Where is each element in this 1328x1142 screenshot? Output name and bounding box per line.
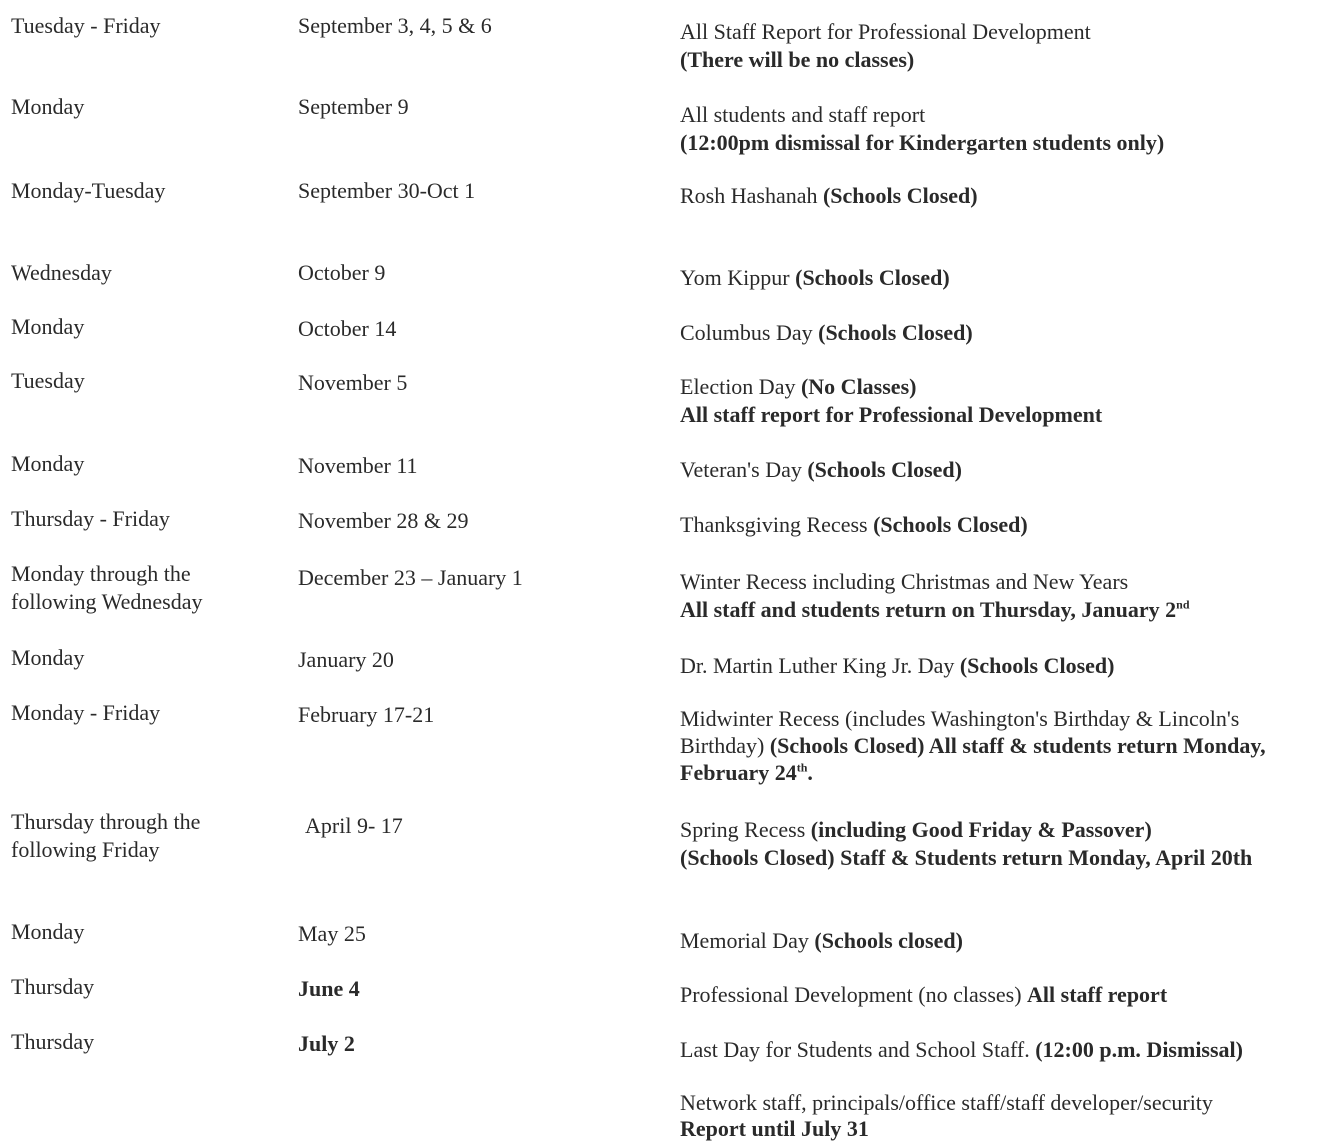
date-cell: September 3, 4, 5 & 6 — [298, 13, 492, 38]
event-status: (Schools Closed) — [818, 320, 973, 345]
event-text: Last Day for Students and School Staff. — [680, 1037, 1036, 1062]
event-cell — [680, 373, 1320, 429]
event-text: All students and staff report — [680, 102, 926, 127]
ordinal-suffix: th — [796, 760, 808, 775]
date-cell: November 5 — [298, 370, 408, 395]
date-cell: February 17-21 — [298, 702, 435, 727]
day-cell: Tuesday — [11, 368, 85, 393]
day-line: following Wednesday — [11, 589, 203, 614]
ordinal-suffix: nd — [1176, 597, 1190, 612]
event-text: Rosh Hashanah — [680, 183, 823, 208]
event-cell — [680, 705, 1320, 786]
date-cell: September 9 — [298, 94, 409, 119]
event-status: (Schools closed) — [814, 928, 963, 953]
event-text: Yom Kippur — [680, 265, 796, 290]
event-text: Network staff, principals/office staff/staff developer/security — [680, 1090, 1213, 1115]
event-cell — [680, 652, 1320, 680]
event-cell — [680, 1036, 1320, 1064]
event-status: (Schools Closed) — [795, 265, 950, 290]
date-cell: January 20 — [298, 647, 394, 672]
day-cell: Monday — [11, 94, 85, 119]
event-cell — [680, 511, 1320, 539]
date-cell: July 2 — [298, 1031, 355, 1056]
event-text: Memorial Day — [680, 928, 815, 953]
event-text: Columbus Day — [680, 320, 819, 345]
date-cell: October 9 — [298, 260, 386, 285]
event-status: (12:00 p.m. Dismissal) — [1035, 1037, 1243, 1062]
event-note: (There will be no classes) — [680, 47, 915, 72]
date-cell: September 30-Oct 1 — [298, 178, 476, 203]
event-note: (12:00pm dismissal for Kindergarten students only) — [680, 130, 1165, 155]
event-note: All staff and students return on Thursday, January 2 — [680, 597, 1177, 622]
day-cell: Thursday — [11, 974, 95, 999]
day-cell: Thursday - Friday — [11, 506, 170, 531]
event-cell — [680, 456, 1320, 484]
event-status: (No Classes) — [800, 374, 917, 399]
day-cell: Wednesday — [11, 260, 112, 285]
day-cell — [11, 560, 281, 616]
event-cell — [680, 927, 1320, 955]
event-note: (Schools Closed) Staff & Students return Monday, April 20th — [680, 845, 1253, 870]
event-text: Dr. Martin Luther King Jr. Day — [680, 653, 960, 678]
date-cell: June 4 — [298, 976, 360, 1001]
day-cell: Monday — [11, 451, 85, 476]
date-cell: May 25 — [298, 921, 366, 946]
day-cell: Tuesday - Friday — [11, 13, 161, 38]
event-note: (Schools Closed) All staff & students return Monday, February 24 — [680, 733, 1266, 785]
day-cell: Thursday — [11, 1029, 95, 1054]
event-status: (Schools Closed) — [959, 653, 1115, 678]
event-status: (Schools Closed) — [807, 457, 962, 482]
event-cell — [680, 568, 1320, 624]
event-status: (Schools Closed) — [822, 183, 978, 208]
day-cell: Monday — [11, 314, 85, 339]
event-cell — [680, 182, 1320, 210]
event-cell — [680, 18, 1320, 74]
event-cell — [680, 264, 1320, 292]
event-text: Midwinter Recess (includes Washington's Birthday & Lincoln's Birthday) — [680, 706, 1240, 758]
event-cell — [680, 101, 1320, 157]
event-cell — [680, 816, 1320, 872]
event-punct: . — [807, 760, 813, 785]
event-status: (Schools Closed) — [873, 512, 1028, 537]
date-cell: November 28 & 29 — [298, 508, 469, 533]
date-cell: October 14 — [298, 316, 397, 341]
day-line: Monday through the — [11, 561, 191, 586]
day-line: Thursday through the — [11, 809, 201, 834]
event-cell — [680, 319, 1320, 347]
event-note: All staff report for Professional Development — [680, 402, 1103, 427]
event-status: (including Good Friday & Passover) — [810, 817, 1152, 842]
event-note: Report until July 31 — [680, 1116, 869, 1141]
day-cell — [11, 808, 281, 864]
day-line: following Friday — [11, 837, 160, 862]
event-cell — [680, 1090, 1320, 1142]
event-text: Winter Recess including Christmas and New Years — [680, 569, 1129, 594]
day-cell: Monday — [11, 919, 85, 944]
event-status: All staff report — [1027, 982, 1168, 1007]
day-cell: Monday - Friday — [11, 700, 161, 725]
day-cell: Monday-Tuesday — [11, 178, 166, 203]
event-text: Veteran's Day — [680, 457, 808, 482]
event-cell — [680, 981, 1320, 1009]
day-cell: Monday — [11, 645, 85, 670]
date-cell: November 11 — [298, 453, 418, 478]
date-cell: April 9- 17 — [305, 813, 403, 838]
event-text: Election Day — [680, 374, 801, 399]
date-cell: December 23 – January 1 — [298, 565, 523, 590]
event-text: All Staff Report for Professional Development — [680, 19, 1091, 44]
event-text: Spring Recess — [680, 817, 811, 842]
event-text: Professional Development (no classes) — [680, 982, 1028, 1007]
event-text: Thanksgiving Recess — [680, 512, 874, 537]
